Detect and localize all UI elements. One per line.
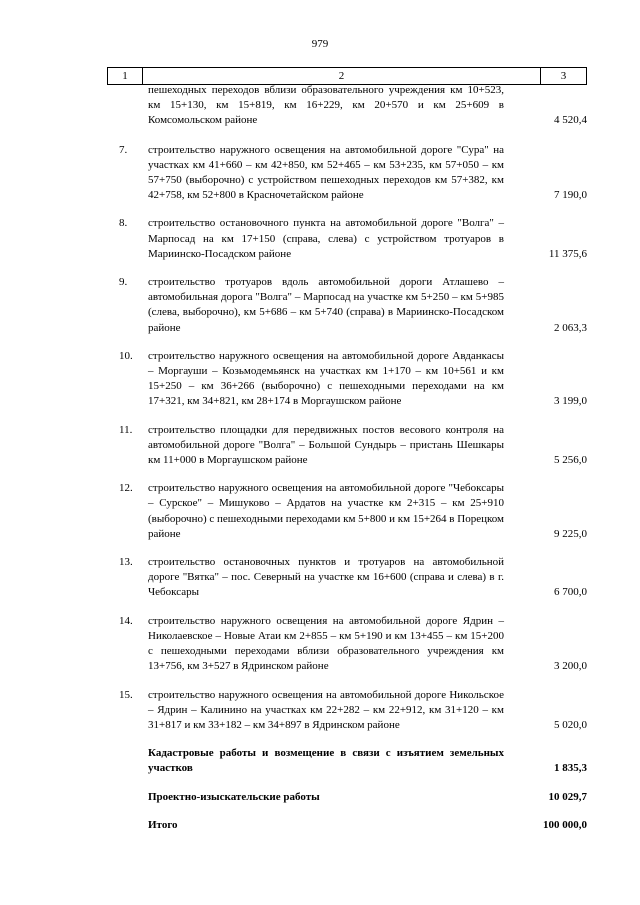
- table-row: [107, 275, 587, 336]
- row-value: 10 029,7: [548, 790, 587, 803]
- row-text: строительство наружного освещения на автомобильной дороге Ядрин – Николаевское – Новые Атаи км 2+855 – км 5+190 и км 13+455 – км 15+200 с пешеходными переходами вблизи образовательного учреждения км 13+756, км 3+527 в Ядринском районе: [148, 614, 504, 673]
- table-row: [107, 790, 587, 805]
- row-number: 10.: [119, 349, 133, 362]
- row-value: 9 225,0: [554, 527, 587, 540]
- row-text: строительство наружного освещения на автомобильной дороге "Сура" на участках км 41+660 – км 42+850, км 52+465 – км 53+235, км 57+050 – км 57+750 (выборочно) с устройством пешеходных переходов км 57+382, км 42+758, км 52+800 в Красночетайском районе: [148, 143, 504, 202]
- row-number: 12.: [119, 482, 133, 495]
- row-value: 5 256,0: [554, 454, 587, 467]
- table-body: [107, 83, 587, 833]
- row-text: Проектно-изыскательские работы: [148, 790, 320, 803]
- row-number: 15.: [119, 688, 133, 701]
- row-text: строительство наружного освещения на автомобильной дороге Никольское – Ядрин – Калинино на участках км 22+282 – км 22+912, км 31+120 – км 31+817 и км 33+182 – км 34+897 в Ядринском районе: [148, 688, 504, 731]
- header-col-1: 1: [107, 68, 142, 84]
- row-number: 14.: [119, 614, 133, 627]
- header-col-2: 2: [142, 68, 540, 84]
- table-row: [107, 688, 587, 734]
- table-row: [107, 83, 587, 129]
- table-row: [107, 423, 587, 469]
- table-row: [107, 349, 587, 410]
- table-row: [107, 481, 587, 542]
- row-value: 4 520,4: [554, 114, 587, 127]
- row-text: строительство остановочных пунктов и тротуаров на автомобильной дороге "Вятка" – пос. Северный на участке км 16+600 (справа и слева) в г. Чебоксары: [148, 556, 504, 599]
- row-text: строительство наружного освещения на автомобильной дороге "Чебоксары – Сурское" – Мишуково – Ардатов на участке км 2+315 – км 25+910 (выборочно) с пешеходными переходами км 5+800 и км 15+264 в Порецком районе: [148, 482, 504, 540]
- table-row: [107, 143, 587, 204]
- row-value: 11 375,6: [548, 247, 587, 260]
- row-value: 3 199,0: [554, 395, 587, 408]
- row-value: 100 000,0: [543, 818, 587, 831]
- row-value: 6 700,0: [554, 586, 587, 599]
- row-text: строительство остановочного пункта на автомобильной дороге "Волга" – Марпосад на км 17+150 (справа, слева) с устройством тротуаров в Мариинско-Посадском районе: [148, 217, 504, 260]
- table-row: [107, 614, 587, 675]
- table-row: [107, 746, 587, 776]
- row-text: пешеходных переходов вблизи образовательного учреждения км 10+523, км 15+130, км 15+819, км 16+229, км 20+570 и км 25+609 в Комсомольском районе: [148, 84, 504, 127]
- row-value: 1 835,3: [554, 762, 587, 775]
- table-row: [107, 555, 587, 601]
- row-text: строительство тротуаров вдоль автомобильной дороги Атлашево – автомобильная дорога "Волга" – Марпосад на участке км 5+250 – км 5+985 (слева, выборочно), км 5+686 – км 5+740 (справа) в Мариинско-Посадском районе: [148, 276, 504, 334]
- row-text: Кадастровые работы и возмещение в связи с изъятием земельных участков: [148, 747, 504, 775]
- page-number: 979: [311, 38, 329, 50]
- row-number: 7.: [119, 143, 128, 156]
- row-number: 9.: [119, 276, 128, 289]
- row-value: 3 200,0: [554, 660, 587, 673]
- row-text: Итого: [148, 818, 178, 831]
- row-text: строительство наружного освещения на автомобильной дороге Авданкасы – Моргауши – Козьмодемьянск на участках км 1+170 – км 10+561 и км 15+250 – км 36+266 (выборочно) с пешеходными переходами на км 17+321, км 34+821, км 28+174 в Моргаушском районе: [148, 349, 504, 408]
- row-number: 8.: [119, 217, 128, 230]
- row-text: строительство площадки для передвижных постов весового контроля на автомобильной дороге "Волга" – Большой Сундырь – пристань Шешкары км 11+000 в Моргаушском районе: [148, 423, 504, 467]
- row-value: 2 063,3: [554, 321, 587, 334]
- table-row: [107, 216, 587, 262]
- header-col-3: 3: [540, 68, 587, 84]
- row-number: 13.: [119, 556, 133, 569]
- row-value: 7 190,0: [554, 189, 587, 202]
- row-value: 5 020,0: [554, 718, 587, 731]
- table-row: [107, 818, 587, 833]
- row-number: 11.: [119, 423, 133, 436]
